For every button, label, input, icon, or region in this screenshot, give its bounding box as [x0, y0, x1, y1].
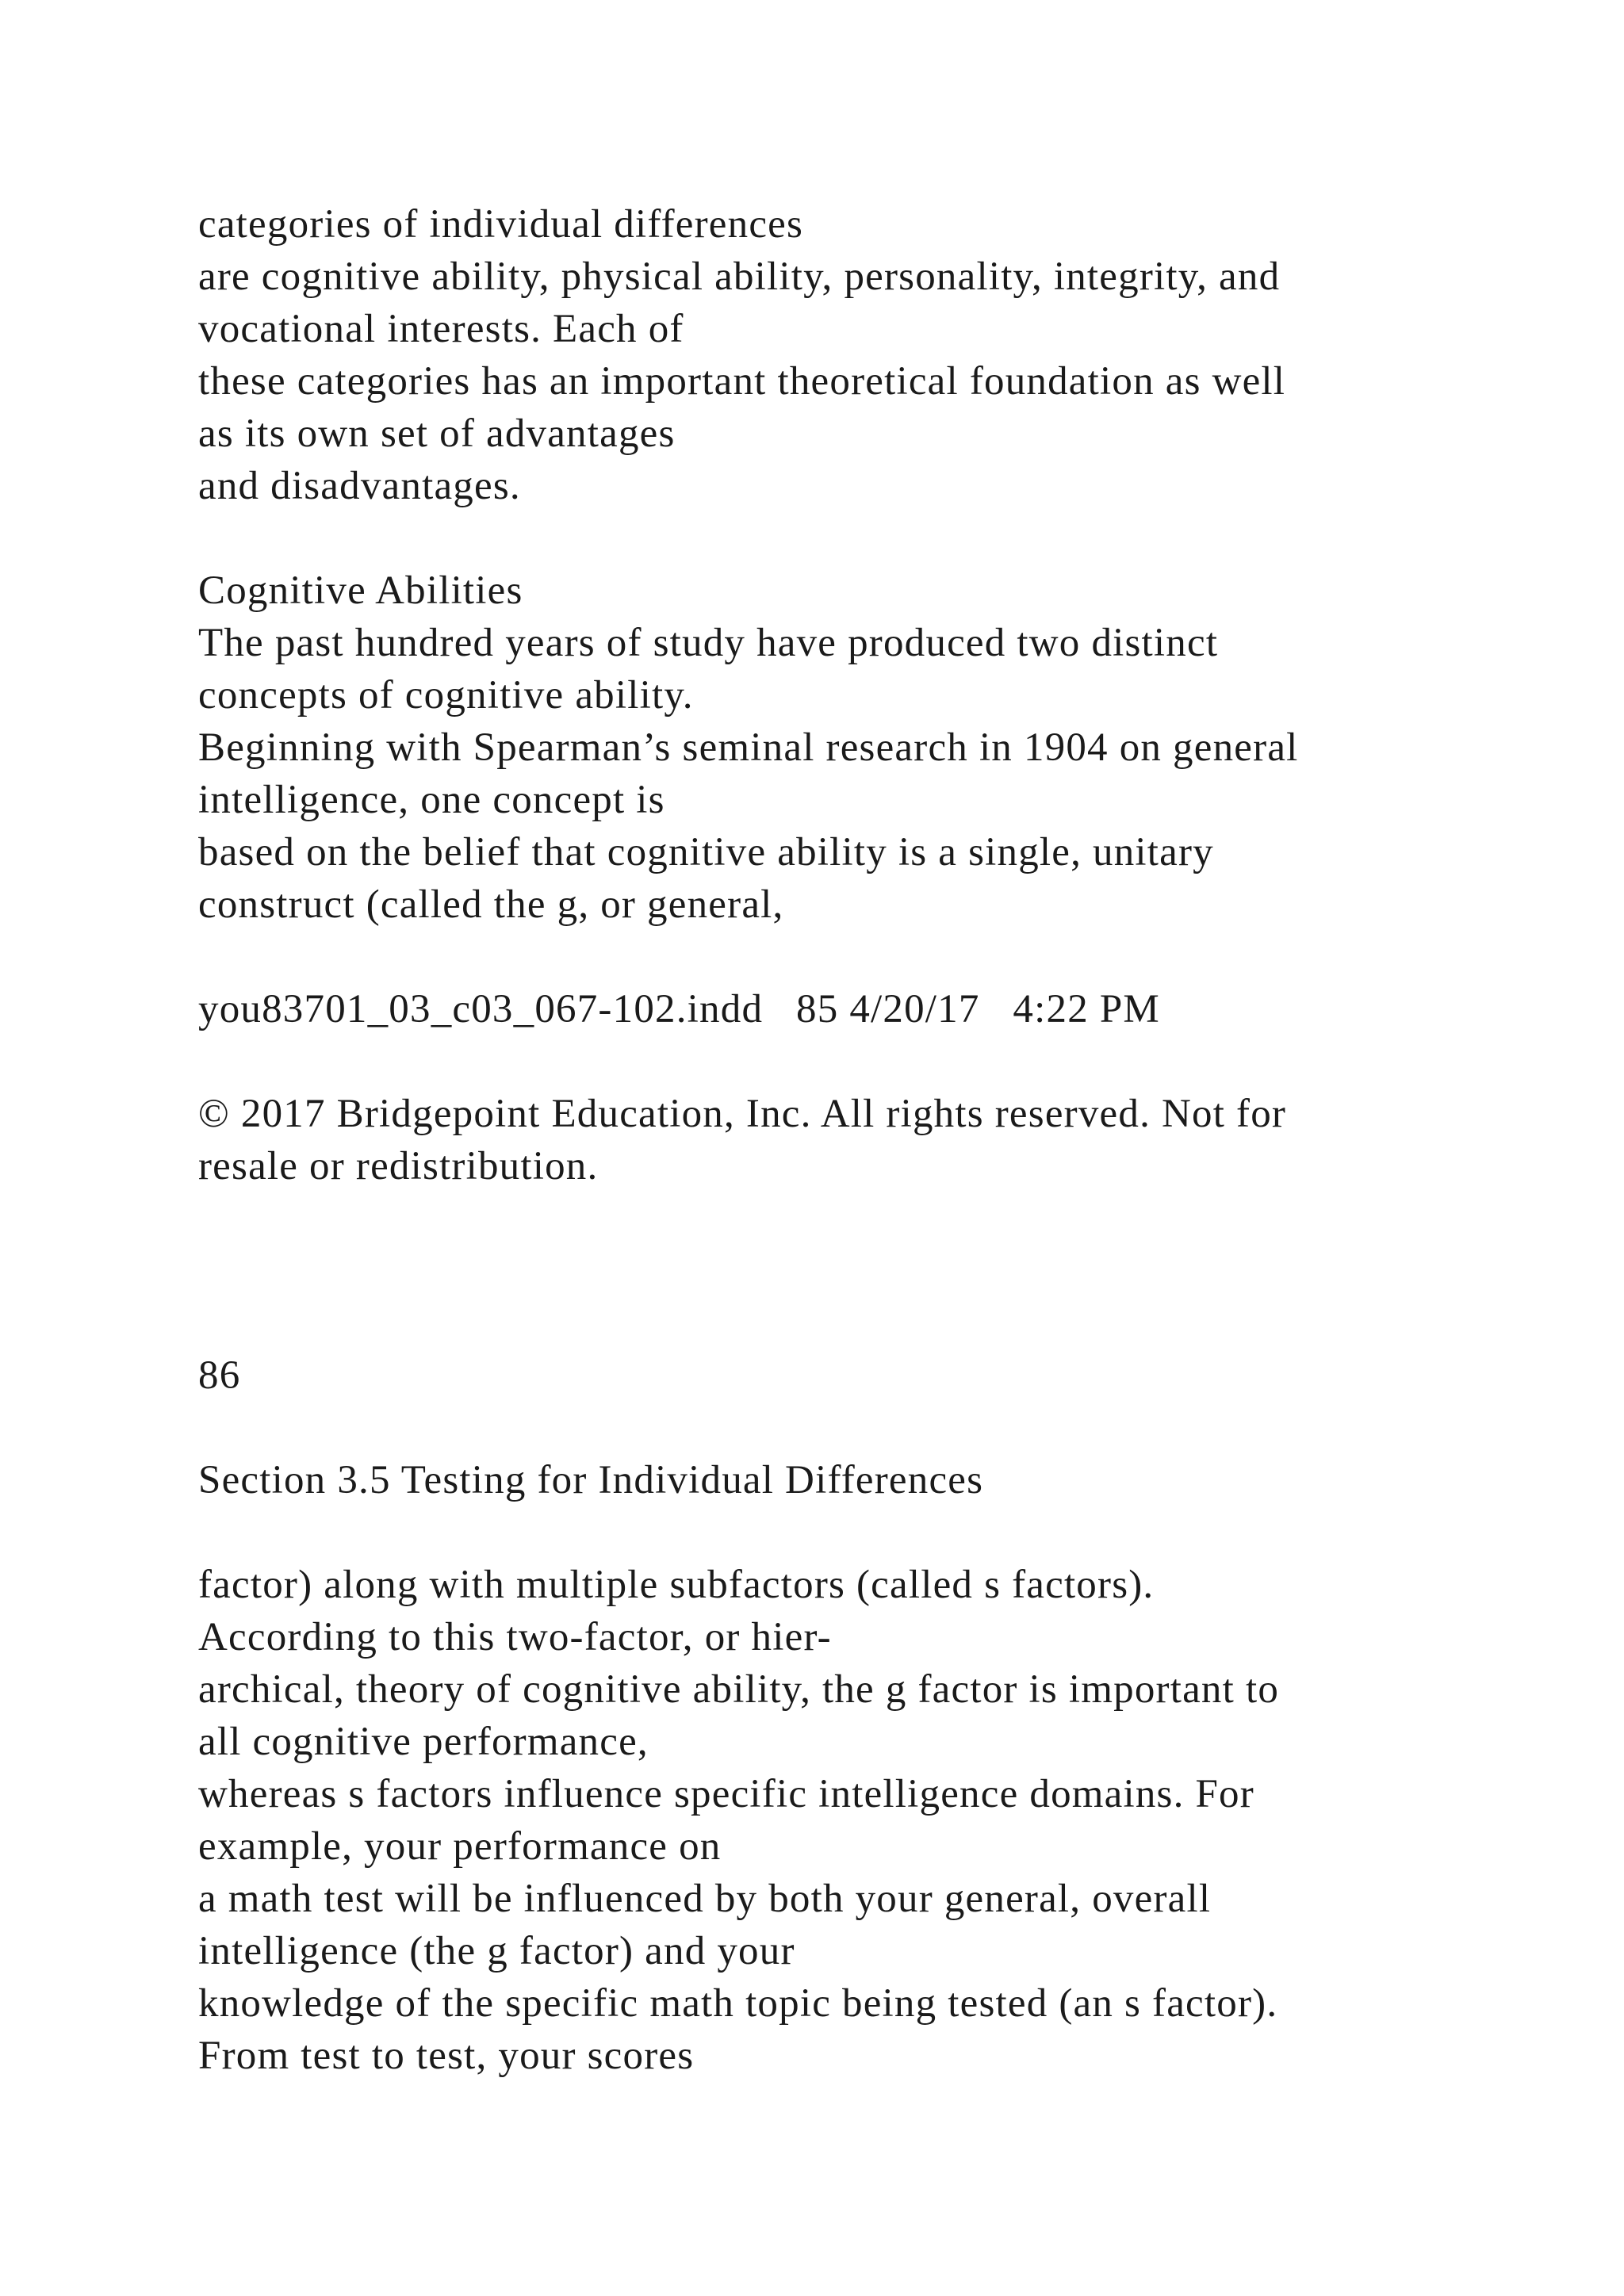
- body-text-line: construct (called the g, or general,: [198, 882, 784, 927]
- body-text-line: intelligence (the g factor) and your: [198, 1929, 795, 1973]
- page-number: 86: [198, 1353, 241, 1398]
- body-text-line: these categories has an important theoretical foundation as well: [198, 359, 1286, 404]
- body-text-line: The past hundred years of study have produced two distinct: [198, 621, 1219, 665]
- body-text-line: all cognitive performance,: [198, 1720, 649, 1764]
- running-head: Section 3.5 Testing for Individual Differences: [198, 1458, 984, 1502]
- body-text-line: According to this two-factor, or hier-: [198, 1615, 832, 1659]
- body-text-line: a math test will be influenced by both your general, overall: [198, 1877, 1212, 1921]
- body-text-line: are cognitive ability, physical ability, personality, integrity, and: [198, 254, 1281, 299]
- body-text-line: intelligence, one concept is: [198, 778, 665, 822]
- copyright-line: resale or redistribution.: [198, 1144, 599, 1188]
- body-text-line: whereas s factors influence specific intelligence domains. For: [198, 1772, 1254, 1816]
- copyright-line: © 2017 Bridgepoint Education, Inc. All rights reserved. Not for: [198, 1092, 1287, 1136]
- body-text-line: based on the belief that cognitive ability is a single, unitary: [198, 830, 1214, 874]
- body-text-line: as its own set of advantages: [198, 411, 676, 456]
- section-heading: Cognitive Abilities: [198, 568, 523, 613]
- body-text-line: archical, theory of cognitive ability, the g factor is important to: [198, 1667, 1280, 1712]
- body-text-line: From test to test, your scores: [198, 2034, 695, 2078]
- body-text-line: concepts of cognitive ability.: [198, 673, 694, 718]
- body-text-line: example, your performance on: [198, 1824, 722, 1869]
- body-text-line: vocational interests. Each of: [198, 307, 684, 351]
- print-slug: you83701_03_c03_067-102.indd 85 4/20/17 4:22 PM: [198, 987, 1160, 1031]
- body-text-line: categories of individual differences: [198, 202, 804, 247]
- body-text-line: Beginning with Spearman’s seminal research in 1904 on general: [198, 725, 1299, 770]
- body-text-line: knowledge of the specific math topic being tested (an s factor).: [198, 1981, 1278, 2026]
- body-text-line: factor) along with multiple subfactors (called s factors).: [198, 1563, 1155, 1607]
- body-text-line: and disadvantages.: [198, 464, 521, 508]
